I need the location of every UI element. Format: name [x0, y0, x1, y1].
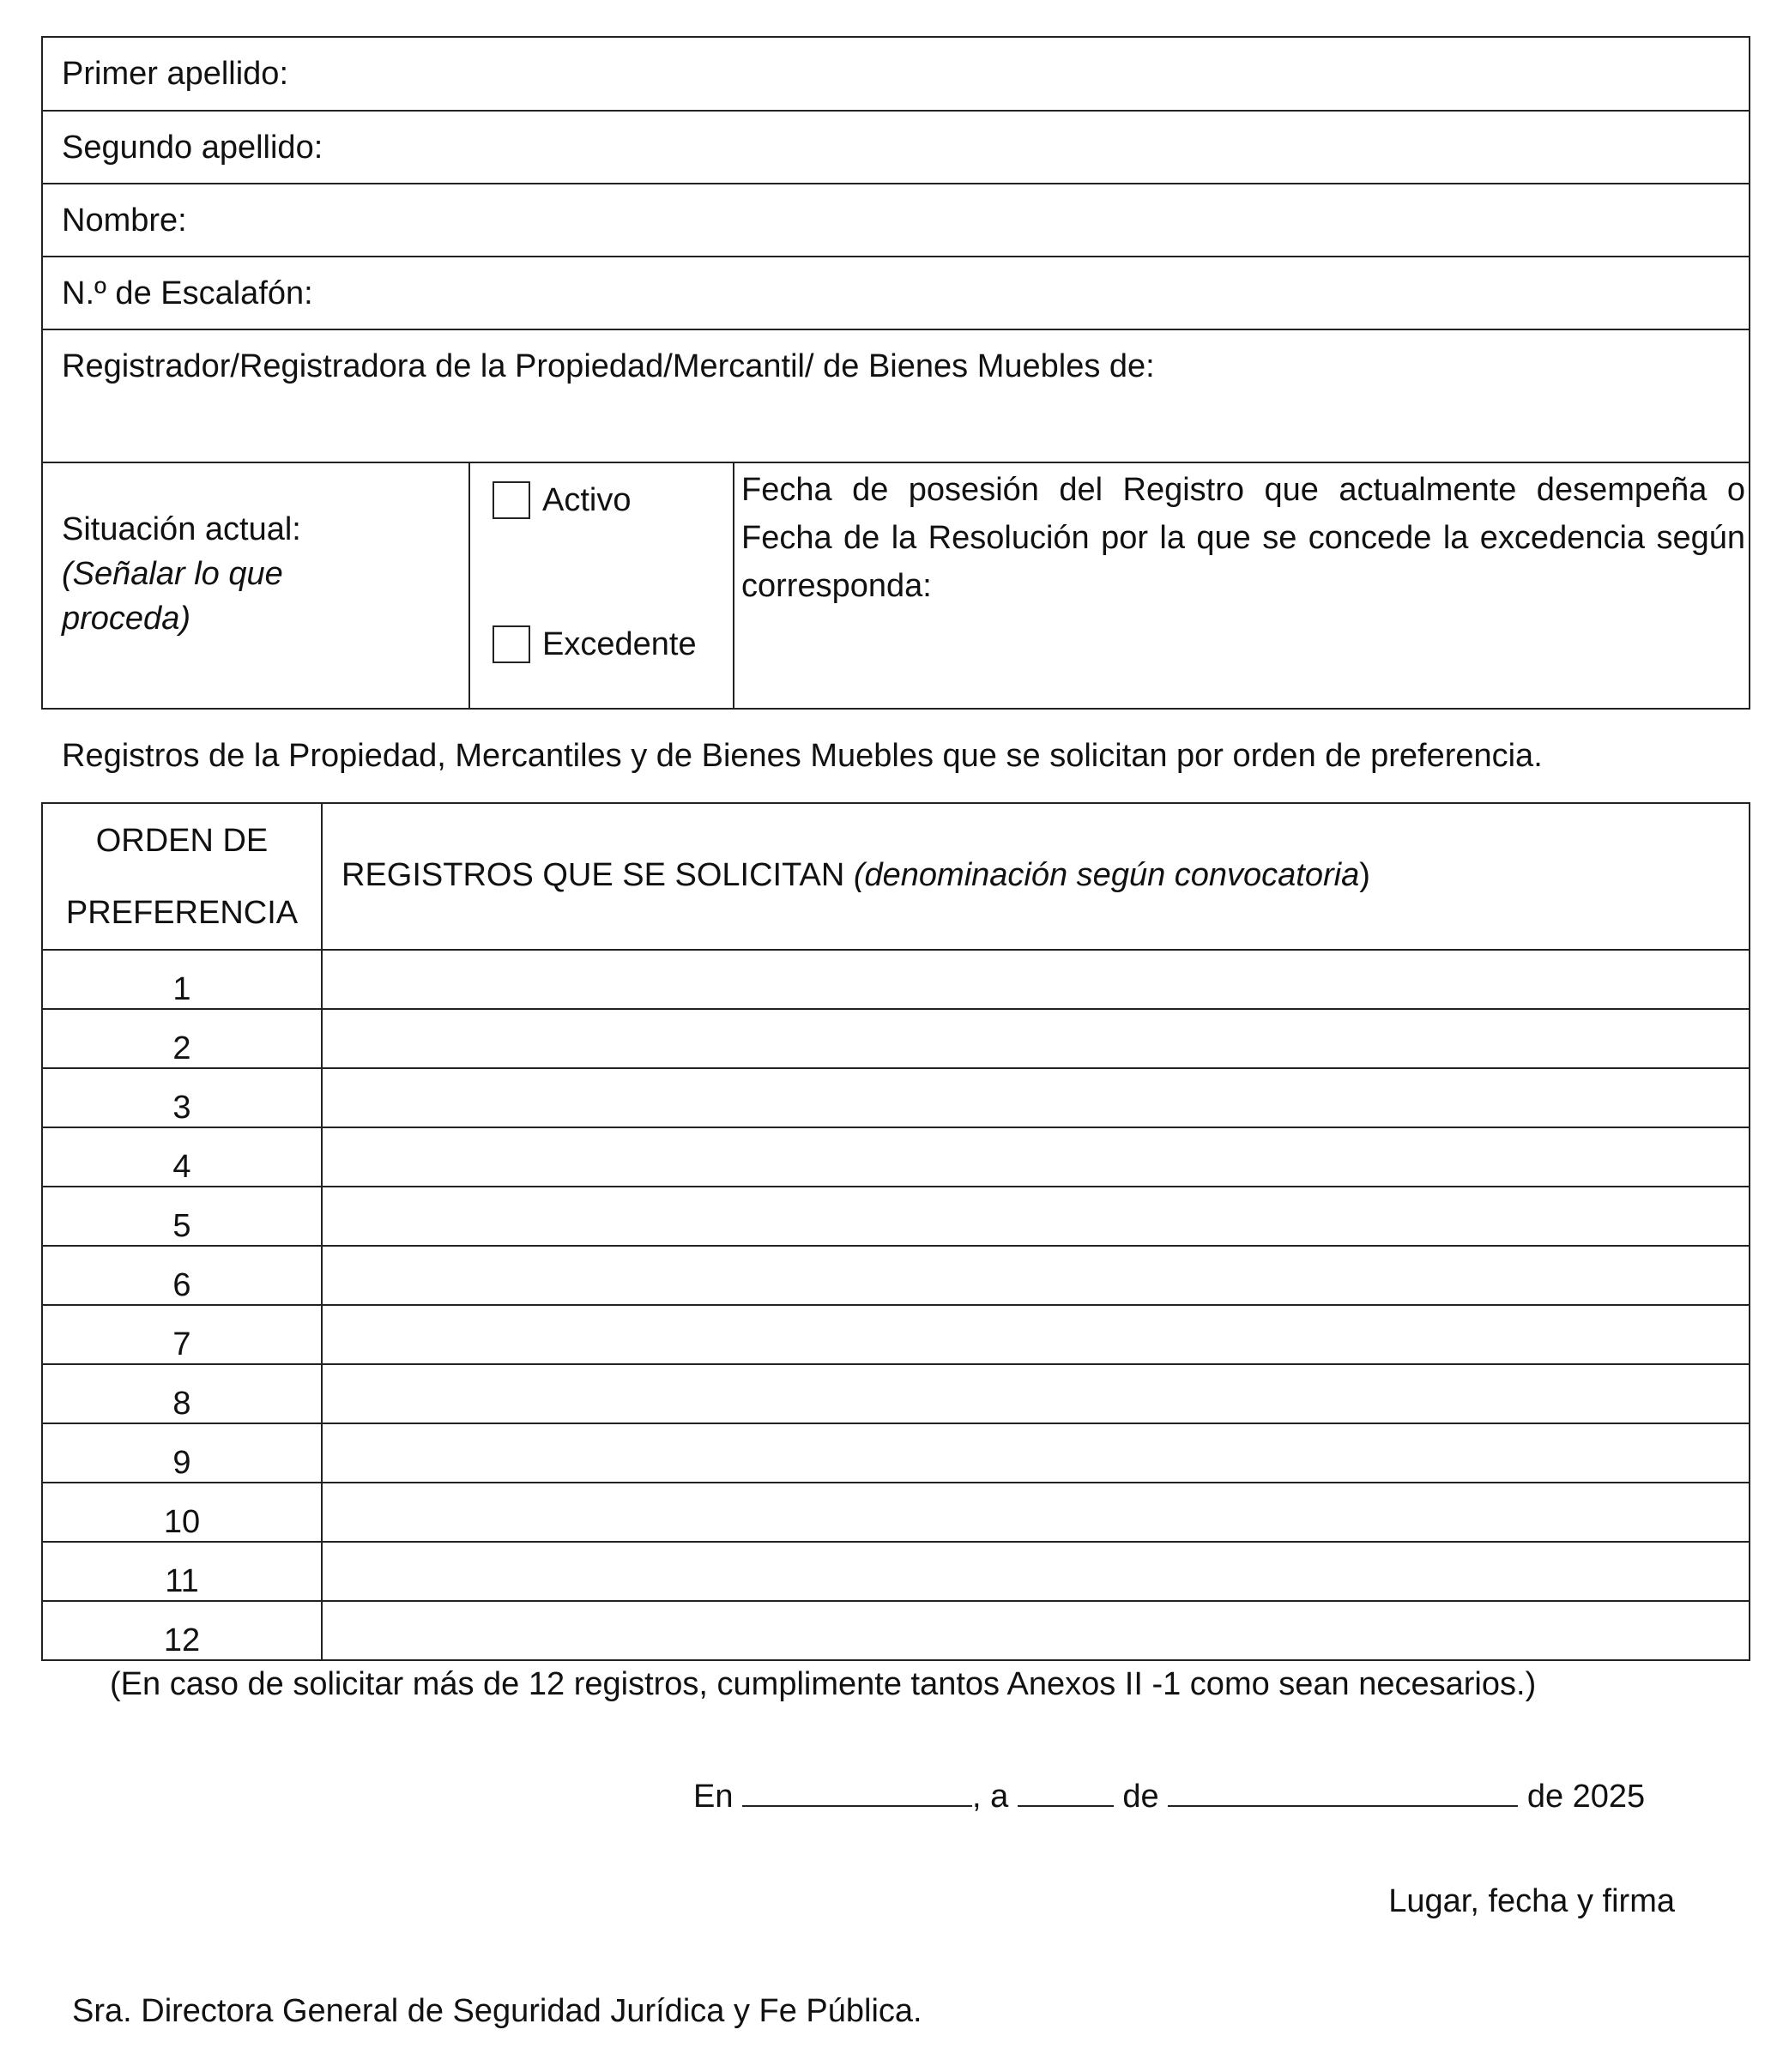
order-header: [42, 803, 322, 950]
situation-row: [43, 462, 1749, 710]
row-number: 4: [42, 1127, 322, 1187]
register-entry-cell[interactable]: [322, 950, 1750, 1009]
register-entry-cell[interactable]: [322, 1127, 1750, 1187]
date-en: En: [693, 1779, 734, 1815]
month-blank[interactable]: [1168, 1774, 1518, 1807]
registers-header-row: [42, 803, 1750, 950]
place-blank[interactable]: [742, 1774, 972, 1807]
escalafon-row[interactable]: [43, 257, 1749, 330]
registers-header-text: REGISTROS QUE SE SOLICITAN: [341, 857, 845, 893]
register-entry-cell[interactable]: [322, 1009, 1750, 1068]
situation-label-cell: [43, 462, 470, 710]
situation-options-cell: [470, 462, 734, 710]
table-row: [42, 1187, 1750, 1246]
excedente-checkbox[interactable]: [493, 625, 530, 663]
table-row: [42, 1364, 1750, 1423]
registers-intro: Registros de la Propiedad, Mercantiles y de Bienes Muebles que se solicitan por orden de preferencia.: [62, 738, 1543, 774]
registers-table: [41, 802, 1750, 1661]
registers-header: [322, 803, 1750, 950]
footnote: (En caso de solicitar más de 12 registros, cumplimente tantos Anexos II -1 como sean necesarios.): [110, 1666, 1537, 1702]
register-entry-cell[interactable]: [322, 1246, 1750, 1305]
table-row: [42, 1246, 1750, 1305]
date-instructions: Fecha de posesión del Registro que actualmente desempeña o Fecha de la Resolución por la que se concede la excedencia según corresponda:: [741, 472, 1745, 604]
register-entry-cell[interactable]: [322, 1068, 1750, 1127]
row-number: 10: [42, 1483, 322, 1542]
personal-data-table: [41, 36, 1750, 710]
escalafon-label: N.º de Escalafón:: [62, 275, 313, 311]
row-number: 6: [42, 1246, 322, 1305]
row-number: 8: [42, 1364, 322, 1423]
second-surname-label: Segundo apellido:: [62, 130, 323, 166]
row-number: 1: [42, 950, 322, 1009]
addressee: Sra. Directora General de Seguridad Jurídica y Fe Pública.: [72, 1993, 922, 2029]
registrar-label: Registrador/Registradora de la Propiedad/Mercantil/ de Bienes Muebles de:: [62, 348, 1155, 384]
table-row: [42, 1423, 1750, 1483]
row-number: 12: [42, 1601, 322, 1660]
active-label: Activo: [542, 481, 632, 518]
table-row: [42, 1127, 1750, 1187]
option-active[interactable]: [493, 481, 631, 519]
name-row[interactable]: [43, 184, 1749, 257]
register-entry-cell[interactable]: [322, 1423, 1750, 1483]
table-row: [42, 1009, 1750, 1068]
registrar-row[interactable]: [43, 330, 1749, 463]
option-excedente[interactable]: [493, 625, 697, 663]
table-row: [42, 1542, 1750, 1601]
table-row: [42, 1305, 1750, 1364]
register-entry-cell[interactable]: [322, 1305, 1750, 1364]
row-number: 5: [42, 1187, 322, 1246]
situation-label-block: [62, 507, 345, 641]
row-number: 11: [42, 1542, 322, 1601]
situation-label: Situación actual:: [62, 511, 301, 547]
day-blank[interactable]: [1018, 1774, 1114, 1807]
row-number: 3: [42, 1068, 322, 1127]
table-row: [42, 1601, 1750, 1660]
register-entry-cell[interactable]: [322, 1601, 1750, 1660]
second-surname-row[interactable]: [43, 112, 1749, 184]
date-de: de: [1122, 1779, 1159, 1815]
active-checkbox[interactable]: [493, 481, 530, 519]
order-header-line1: ORDEN DE: [95, 822, 269, 859]
order-header-line2: PREFERENCIA: [65, 894, 299, 931]
row-number: 9: [42, 1423, 322, 1483]
first-surname-row[interactable]: [43, 38, 1749, 112]
signature-caption: Lugar, fecha y firma: [1388, 1883, 1675, 1919]
date-cell[interactable]: [734, 462, 1750, 710]
register-entry-cell[interactable]: [322, 1483, 1750, 1542]
table-row: [42, 950, 1750, 1009]
registers-header-close: ): [1359, 857, 1370, 893]
date-year: de 2025: [1526, 1779, 1646, 1815]
table-row: [42, 1483, 1750, 1542]
situation-note: (Señalar lo que proceda): [62, 556, 283, 637]
date-comma-a: , a: [972, 1779, 1009, 1815]
first-surname-label: Primer apellido:: [62, 56, 288, 92]
register-entry-cell[interactable]: [322, 1542, 1750, 1601]
date-line: [693, 1774, 1645, 1815]
register-entry-cell[interactable]: [322, 1364, 1750, 1423]
register-entry-cell[interactable]: [322, 1187, 1750, 1246]
registers-header-note: (denominación según convocatoria: [853, 857, 1360, 893]
excedente-label: Excedente: [542, 625, 697, 662]
name-label: Nombre:: [62, 202, 187, 239]
row-number: 7: [42, 1305, 322, 1364]
table-row: [42, 1068, 1750, 1127]
row-number: 2: [42, 1009, 322, 1068]
